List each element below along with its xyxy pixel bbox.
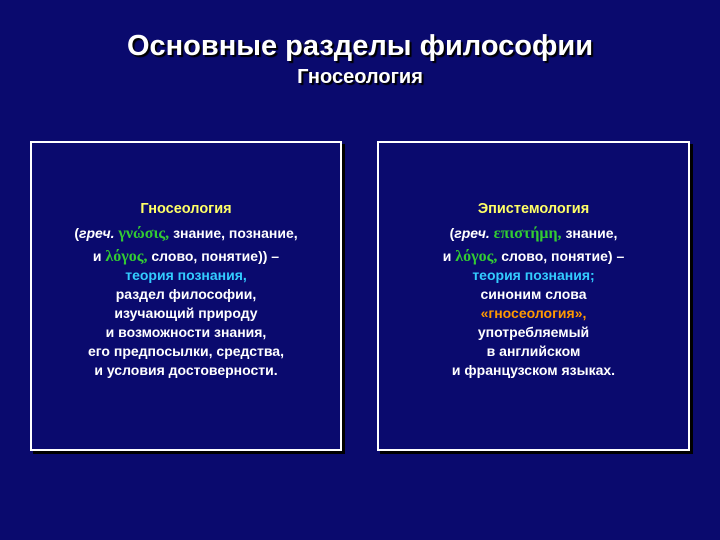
conjunction: и [442, 248, 452, 264]
gnoseology-box [30, 141, 342, 451]
gnoseology-etymology-line1: (греч. γνώσις, знание, познание, [74, 225, 298, 242]
epistemology-etymology-line1: (греч. επιστήμη, знание, [449, 225, 618, 242]
epistemology-desc-line: в английском [486, 343, 581, 359]
greek-word-gnosis: γνώσις, [118, 225, 170, 242]
meaning-word: слово, понятие) [501, 248, 613, 264]
meaning-word: слово, понятие) [151, 248, 263, 264]
epistemology-highlight: теория познания; [472, 267, 595, 283]
epistemology-etymology-line2 [379, 247, 688, 266]
dash: – [271, 248, 280, 264]
page-title: Основные разделы философии [126, 30, 594, 62]
page-subtitle: Гносеология [297, 66, 423, 88]
epistemology-desc-line: и французском языках. [451, 362, 616, 378]
gnoseology-desc-line: его предпосылки, средства, [88, 343, 284, 359]
gnoseology-etymology-line2: и λόγος, слово, понятие)) – [92, 248, 280, 265]
greek-label: греч. [454, 225, 490, 241]
gnoseology-term-highlight: «гносеология», [480, 305, 587, 321]
greek-word-episteme: επιστήμη, [493, 225, 562, 242]
gnoseology-desc-line: раздел философии, [115, 286, 257, 302]
epistemology-desc-line: синоним слова [480, 286, 587, 302]
greek-label: греч. [79, 225, 115, 241]
greek-word-logos: λόγος, [455, 248, 498, 265]
gnoseology-highlight: теория познания, [125, 267, 247, 283]
epistemology-desc-line: употребляемый [477, 324, 590, 340]
meaning-knowledge: знание, [565, 225, 618, 241]
dash: – [616, 248, 625, 264]
epistemology-heading: Эпистемология [477, 201, 590, 217]
greek-word-logos: λόγος, [105, 248, 148, 265]
gnoseology-desc-line: и возможности знания, [105, 324, 267, 340]
gnoseology-desc-line: и условия достоверности. [94, 362, 278, 378]
conjunction: и [92, 248, 102, 264]
gnoseology-desc-line: изучающий природу [114, 305, 258, 321]
epistemology-box [377, 141, 690, 451]
meaning-knowledge: знание, познание, [173, 225, 298, 241]
gnoseology-heading: Гносеология [140, 201, 232, 217]
